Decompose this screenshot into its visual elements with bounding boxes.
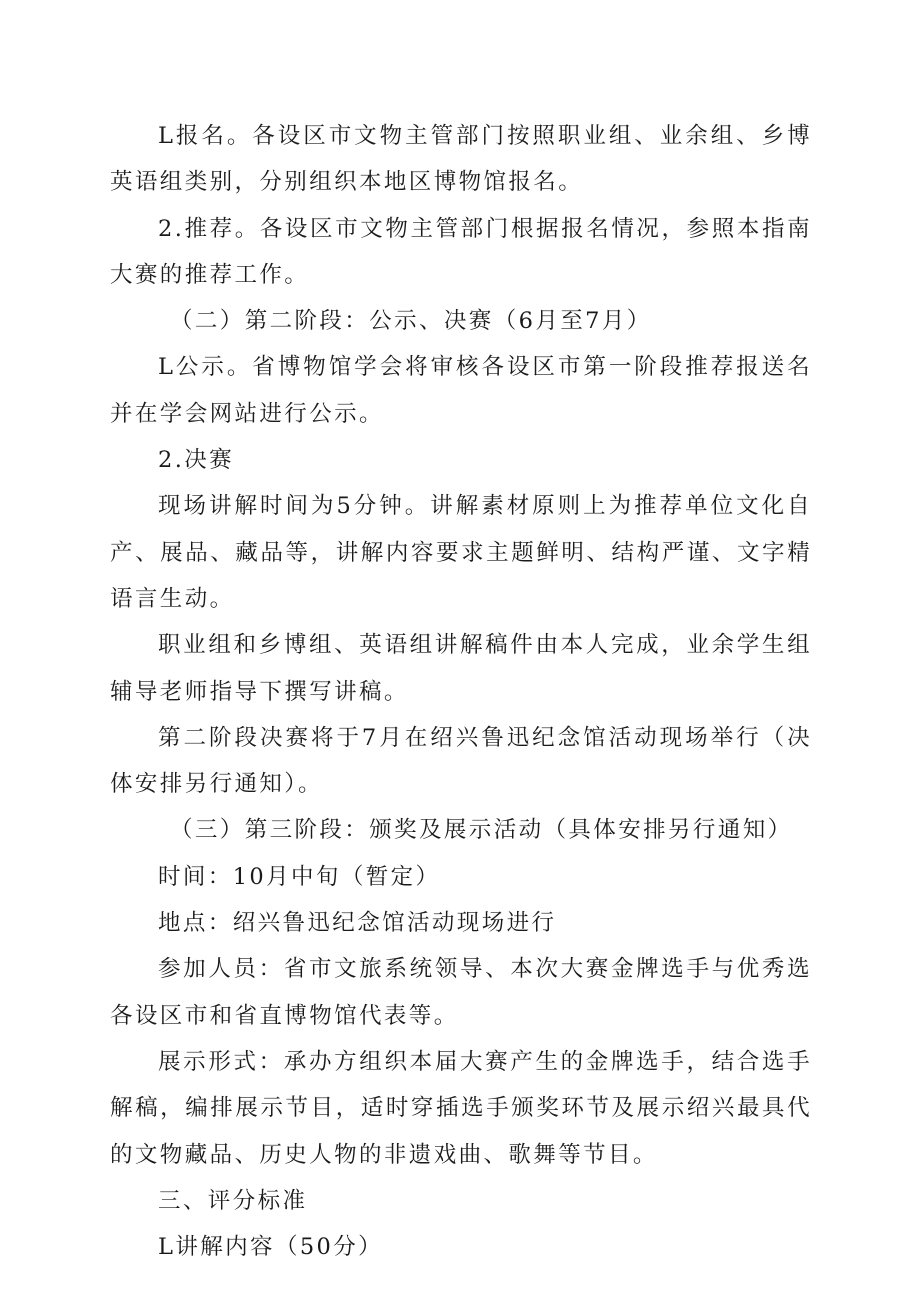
paragraph-manuscript-line-1: 职业组和乡博组、英语组讲解稿件由本人完成，业余学生组	[158, 632, 812, 659]
paragraph-publicity-line-2: 并在学会网站进行公示。	[110, 400, 384, 427]
paragraph-registration-line-2: 英语组类别，分别组织本地区博物馆报名。	[110, 169, 584, 196]
paragraph-publicity-line-1: L公示。省博物馆学会将审核各设区市第一阶段推荐报送名	[158, 354, 812, 381]
subheading-final: 2.决赛	[158, 447, 235, 474]
paragraph-format-line-2: 解稿，编排展示节目，适时穿插选手颁奖环节及展示绍兴最具代	[110, 1095, 812, 1122]
section-heading-stage-two: （二）第二阶段：公示、决赛（6月至7月）	[170, 308, 652, 335]
paragraph-participants-line-2: 各设区市和省直博物馆代表等。	[110, 1002, 459, 1029]
paragraph-manuscript-line-2: 辅导老师指导下撰写讲稿。	[110, 678, 409, 705]
section-heading-stage-three: （三）第三阶段：颁奖及展示活动（具体安排另行通知）	[170, 817, 793, 844]
paragraph-recommendation-line-2: 大赛的推荐工作。	[110, 261, 310, 288]
subheading-content-score: L讲解内容（50分）	[158, 1234, 384, 1261]
paragraph-recommendation-line-1: 2.推荐。各设区市文物主管部门根据报名情况，参照本指南	[158, 215, 812, 242]
document-page	[110, 113, 812, 1270]
paragraph-final-time-line-1: 现场讲解时间为5分钟。讲解素材原则上为推荐单位文化自	[158, 493, 812, 520]
paragraph-format-line-1: 展示形式：承办方组织本届大赛产生的金牌选手，结合选手	[158, 1048, 812, 1075]
section-heading-scoring: 三、评分标准	[158, 1187, 308, 1214]
paragraph-registration-line-1: L报名。各设区市文物主管部门按照职业组、业余组、乡博	[158, 123, 812, 149]
paragraph-location: 地点：绍兴鲁迅纪念馆活动现场进行	[158, 910, 557, 937]
paragraph-final-time-line-2: 产、展品、藏品等，讲解内容要求主题鲜明、结构严谨、文字精	[110, 539, 812, 566]
paragraph-time: 时间：10月中旬（暂定）	[158, 863, 441, 890]
paragraph-final-venue-line-1: 第二阶段决赛将于7月在绍兴鲁迅纪念馆活动现场举行（决	[158, 724, 812, 751]
paragraph-final-venue-line-2: 体安排另行通知）。	[110, 771, 323, 798]
paragraph-format-line-3: 的文物藏品、历史人物的非遗戏曲、歌舞等节目。	[110, 1141, 658, 1168]
paragraph-participants-line-1: 参加人员：省市文旅系统领导、本次大赛金牌选手与优秀选	[158, 956, 812, 983]
paragraph-final-time-line-3: 语言生动。	[110, 585, 235, 612]
